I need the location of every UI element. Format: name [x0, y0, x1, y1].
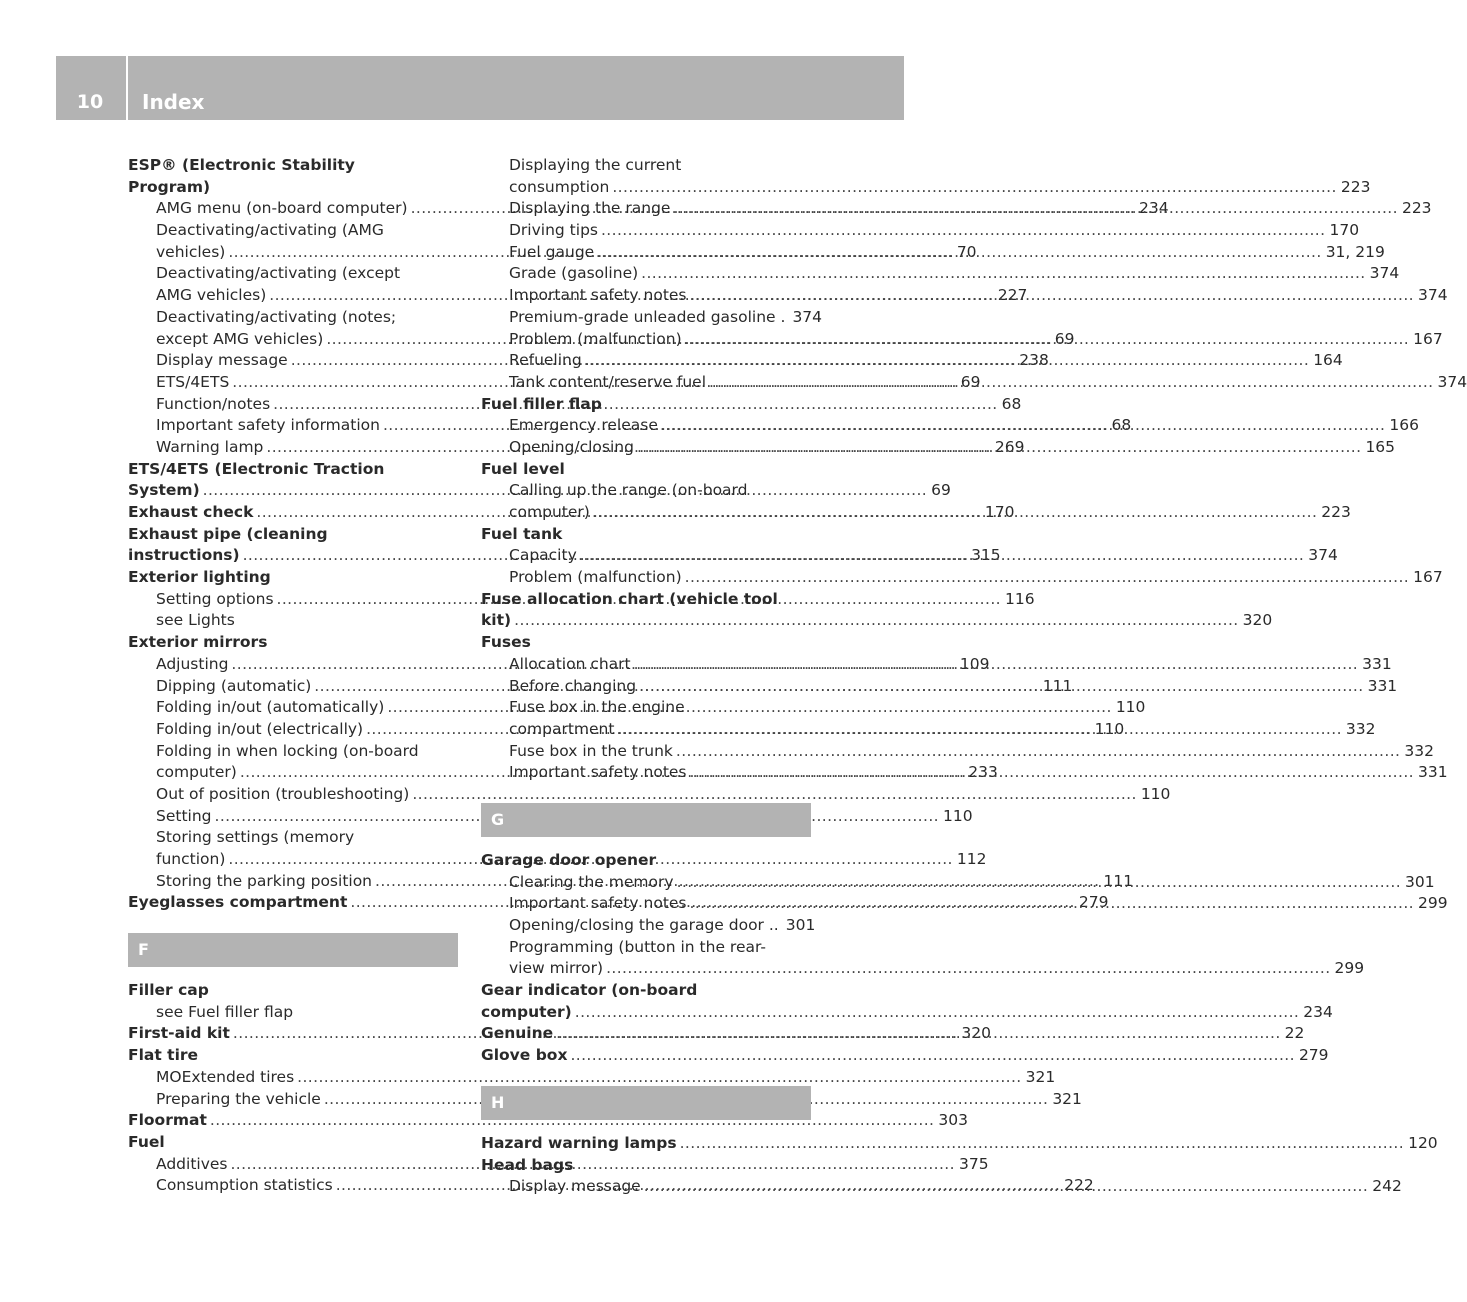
index-entry [128, 632, 458, 654]
dot-leader [682, 567, 1409, 589]
header-divider [126, 56, 128, 120]
page-reference[interactable]: 109 [959, 654, 990, 673]
dot-leader [634, 437, 1361, 459]
index-entry [481, 980, 811, 1002]
entry-label: Display message [509, 1177, 641, 1196]
page-reference[interactable]: 170 [984, 503, 1015, 521]
page-reference[interactable]: 68 [1111, 416, 1132, 435]
dot-leader [609, 177, 1336, 199]
index-entry [128, 524, 458, 546]
dot-leader [598, 220, 1325, 242]
page-reference[interactable]: 223 [1340, 177, 1371, 196]
entry-label: view mirror) [509, 959, 604, 978]
page-reference[interactable]: 331 [1367, 676, 1398, 695]
dot-leader [567, 1045, 1294, 1067]
page-reference[interactable]: 111 [1103, 871, 1134, 890]
page-reference[interactable]: 331 [1362, 654, 1392, 673]
entry-label: Important safety notes [509, 763, 687, 782]
page-reference[interactable]: 301 [1405, 872, 1435, 891]
page-reference[interactable]: 69 [960, 372, 981, 391]
page-reference[interactable]: 299 [1334, 959, 1365, 978]
entry-label: Driving tips [509, 221, 598, 240]
section-heading: H [481, 1086, 811, 1120]
entry-label: Display message [156, 351, 288, 370]
index-entry [481, 524, 811, 546]
entry-label: Calling up the range (on-board [509, 481, 748, 500]
page-reference[interactable]: 321 [1052, 1089, 1082, 1108]
index-subentry [128, 220, 458, 242]
index-subentry [128, 263, 458, 285]
entry-label: see Fuel filler flap [156, 1002, 294, 1021]
page-reference[interactable]: 69 [931, 481, 951, 500]
dot-leader [670, 198, 1397, 220]
page-reference[interactable]: 315 [971, 546, 1001, 565]
entry-label: Folding in/out (automatically) [156, 698, 385, 717]
entry-label: AMG vehicles) [156, 286, 267, 305]
entry-label: Storing settings (memory [156, 828, 355, 847]
page-reference[interactable]: 110 [1140, 784, 1171, 803]
index-entry [481, 459, 811, 481]
entry-label: Deactivating/activating (except [156, 264, 401, 283]
page-reference[interactable]: 110 [1094, 719, 1125, 738]
entry-label: Problem (malfunction) [509, 568, 682, 587]
entry-label: AMG menu (on-board computer) [156, 199, 408, 218]
page-reference[interactable]: 222 [1064, 1176, 1094, 1195]
index-subentry[interactable] [481, 220, 1360, 242]
index-subentry [481, 937, 811, 959]
page-reference[interactable]: 167 [1413, 568, 1443, 587]
page-reference[interactable]: 164 [1313, 351, 1343, 370]
entry-label: Flat tire [128, 1046, 199, 1065]
entry-label: Deactivating/activating (AMG [156, 221, 384, 240]
entry-label: Premium-grade unleaded gasoline . [509, 307, 786, 326]
dot-leader [687, 762, 1414, 784]
entry-label: Fuse box in the trunk [509, 741, 673, 760]
page-reference[interactable]: 22 [1284, 1024, 1305, 1043]
index-subentry[interactable] [481, 307, 823, 329]
entry-label: Displaying the range [509, 199, 671, 218]
page-reference[interactable]: 69 [1054, 329, 1075, 348]
page-reference[interactable]: 320 [961, 1024, 991, 1043]
entry-label: Tank content/reserve fuel [509, 372, 707, 391]
page-header [56, 56, 904, 120]
dot-leader [658, 415, 1385, 437]
index-subentry [481, 697, 811, 719]
entry-label: Fuel [128, 1132, 165, 1151]
entry-label: Fuel level [481, 459, 565, 478]
entry-label: Eyeglasses compartment [128, 893, 348, 912]
entry-label: Storing the parking position [156, 871, 373, 890]
entry-label: kit) [481, 611, 512, 630]
entry-label: Out of position (troubleshooting) [156, 784, 410, 803]
entry-label: Exterior lighting [128, 568, 271, 587]
entry-label: ESP® (Electronic Stability [128, 156, 355, 174]
entry-label: consumption [509, 177, 610, 196]
index-entry [128, 177, 458, 199]
entry-label: instructions) [128, 546, 240, 565]
index-entry [481, 632, 811, 654]
entry-label: Filler cap [128, 981, 209, 1000]
page-reference[interactable]: 331 [1418, 763, 1448, 782]
index-entry[interactable] [128, 1110, 968, 1132]
page-reference[interactable]: 70 [956, 242, 977, 261]
entry-label: Important safety information [156, 416, 380, 435]
page-reference[interactable]: 166 [1389, 416, 1419, 435]
page-reference[interactable]: 238 [1019, 351, 1049, 370]
index-subentry[interactable] [481, 958, 1365, 980]
entry-label: Folding in/out (electrically) [156, 719, 364, 738]
page-reference[interactable]: 269 [994, 437, 1025, 456]
index-entry [481, 1155, 811, 1177]
index-entry [128, 459, 458, 481]
dot-leader [511, 610, 1238, 632]
entry-label: Opening/closing [509, 437, 634, 456]
entry-label: vehicles) [156, 242, 226, 261]
index-entry [481, 394, 811, 416]
page-reference[interactable]: 374 [1418, 286, 1448, 305]
dot-leader [673, 741, 1400, 763]
entry-label: Setting [156, 806, 212, 825]
page-reference[interactable]: 374 [792, 307, 823, 326]
page-reference[interactable]: 116 [1005, 589, 1035, 608]
entry-label: compartment [509, 719, 615, 738]
index-entry [128, 980, 458, 1002]
entry-label: Exhaust check [128, 503, 254, 521]
entry-label: Before changing [509, 676, 637, 695]
entry-label: Adjusting [156, 654, 229, 673]
index-entry [128, 155, 458, 177]
entry-label: Folding in when locking (on-board [156, 741, 419, 760]
entry-label: Function/notes [156, 394, 271, 413]
entry-label: Capacity [509, 546, 577, 565]
dot-leader [636, 676, 1363, 698]
entry-label: Fuse box in the engine [509, 698, 685, 717]
entry-label: Fuses [481, 633, 531, 652]
dot-leader [677, 1133, 1404, 1155]
index-subentry[interactable] [128, 784, 1171, 806]
index-subentry [481, 155, 811, 177]
entry-label: computer) [156, 763, 237, 782]
page-title: Index [142, 90, 205, 114]
dot-leader [682, 329, 1409, 351]
dot-leader [638, 263, 1365, 285]
page-reference[interactable]: 374 [1369, 264, 1400, 283]
index-subentry [128, 307, 458, 329]
page-reference[interactable]: 303 [938, 1111, 968, 1130]
dot-leader [614, 719, 1341, 741]
index-entry [481, 850, 811, 872]
index-subentry[interactable] [481, 177, 1371, 199]
index-entry[interactable] [481, 1002, 1333, 1024]
page-reference[interactable]: 320 [1242, 611, 1273, 630]
page-reference[interactable]: 301 [785, 916, 816, 934]
entry-label: Grade (gasoline) [509, 264, 639, 283]
dot-leader [594, 242, 1321, 264]
index-subentry[interactable] [128, 1089, 1082, 1111]
page-reference[interactable]: 332 [1404, 741, 1434, 760]
index-entry [128, 1132, 458, 1154]
index-entry[interactable] [481, 1045, 1329, 1067]
entry-label: Refueling [509, 351, 582, 370]
index-subentry [128, 610, 458, 632]
dot-leader [674, 872, 1401, 894]
entry-label: Preparing the vehicle [156, 1089, 321, 1108]
page-reference[interactable]: 223 [1401, 199, 1432, 218]
entry-label: Problem (malfunction) [509, 329, 682, 348]
page-reference[interactable]: 279 [1298, 1046, 1329, 1065]
entry-label: ETS/4ETS [156, 372, 230, 391]
page-reference[interactable]: 375 [958, 1154, 989, 1173]
index-entry [128, 1045, 458, 1067]
index-subentry[interactable] [481, 741, 1434, 763]
entry-label: First-aid kit [128, 1024, 230, 1043]
index-subentry[interactable] [481, 915, 816, 937]
entry-label: Consumption statistics [156, 1176, 333, 1195]
dot-leader [553, 1023, 1280, 1045]
entry-label: Displaying the current [509, 156, 682, 174]
dot-leader [641, 1176, 1368, 1198]
page-reference[interactable]: 242 [1372, 1177, 1402, 1196]
page-reference[interactable]: 120 [1408, 1133, 1438, 1152]
entry-label: Garage door opener [481, 850, 657, 869]
page-reference[interactable]: 68 [1001, 394, 1022, 413]
page-reference[interactable]: 374 [1437, 372, 1467, 391]
entry-label: Glove box [481, 1046, 568, 1065]
entry-label: except AMG vehicles) [156, 329, 324, 348]
dot-leader [706, 372, 1433, 394]
entry-label: Floormat [128, 1111, 207, 1130]
entry-label: Exterior mirrors [128, 633, 268, 652]
dot-leader [590, 502, 1317, 524]
entry-label: Fuel tank [481, 524, 563, 543]
entry-label: Deactivating/activating (notes; [156, 307, 397, 326]
index-subentry [128, 1002, 458, 1024]
entry-label: System) [128, 481, 200, 500]
entry-label: computer) [509, 503, 590, 521]
entry-label: Gear indicator (on-board [481, 981, 698, 1000]
page-reference[interactable]: 170 [1329, 221, 1360, 240]
index-entry [128, 567, 458, 589]
section-heading: F [128, 933, 458, 967]
page-reference[interactable]: 110 [942, 806, 973, 825]
dot-leader [603, 958, 1330, 980]
index-subentry[interactable] [128, 1067, 1056, 1089]
page-number: 10 [76, 91, 104, 113]
page-reference[interactable]: 332 [1345, 719, 1376, 738]
page-reference[interactable]: 374 [1308, 546, 1338, 565]
entry-label: Clearing the memory [509, 872, 674, 891]
dot-leader [582, 350, 1309, 372]
entry-label: Hazard warning lamps [481, 1133, 677, 1152]
entry-label: Genuine [481, 1024, 554, 1043]
entry-label: MOExtended tires [156, 1067, 295, 1086]
entry-label: function) [156, 850, 226, 868]
index-subentry [128, 827, 458, 849]
entry-label: Opening/closing the garage door .. [509, 916, 779, 934]
entry-label: Emergency release [509, 416, 658, 435]
page-reference[interactable]: 110 [1115, 698, 1146, 717]
entry-label: Exhaust pipe (cleaning [128, 524, 328, 543]
index-subentry[interactable] [481, 567, 1443, 589]
page-reference[interactable]: 111 [1042, 676, 1073, 695]
entry-label: Dipping (automatic) [156, 676, 312, 695]
index-subentry [481, 480, 811, 502]
page-reference[interactable]: 112 [956, 850, 987, 868]
entry-label: Setting options [156, 589, 274, 608]
page-reference[interactable]: 227 [997, 286, 1028, 305]
dot-leader [577, 545, 1304, 567]
page-reference[interactable]: 165 [1365, 437, 1396, 456]
page-reference[interactable]: 31, 219 [1325, 242, 1385, 261]
entry-label: Fuel filler flap [481, 394, 602, 413]
entry-label: Important safety notes [509, 286, 687, 305]
entry-label: Important safety notes [509, 894, 687, 913]
index-subentry[interactable] [481, 263, 1400, 285]
entry-label: Fuel gauge [509, 242, 595, 261]
page-reference[interactable]: 234 [1139, 199, 1169, 218]
page-reference[interactable]: 223 [1321, 503, 1351, 521]
entry-label: Programming (button in the rear- [509, 937, 766, 956]
entry-label: Warning lamp [156, 437, 264, 456]
index-entry[interactable] [481, 1133, 1438, 1155]
page-reference[interactable]: 167 [1413, 329, 1443, 348]
page-reference[interactable]: 234 [1303, 1002, 1333, 1021]
section-heading: G [481, 803, 811, 837]
index-entry[interactable] [481, 610, 1273, 632]
entry-label: Head bags [481, 1155, 574, 1174]
index-subentry [128, 741, 458, 763]
entry-label: Fuse allocation chart (vehicle tool [481, 589, 778, 608]
page-reference[interactable]: 233 [968, 763, 998, 782]
page-reference[interactable]: 299 [1418, 894, 1448, 913]
entry-label: Allocation chart [509, 654, 631, 673]
index-entry [481, 589, 811, 611]
page-reference[interactable]: 321 [1025, 1067, 1056, 1086]
entry-label: see Lights [156, 611, 235, 630]
dot-leader [687, 893, 1414, 915]
entry-label: ETS/4ETS (Electronic Traction [128, 459, 385, 478]
dot-leader [572, 1002, 1299, 1024]
page-reference[interactable]: 279 [1078, 893, 1109, 912]
index-subentry[interactable] [128, 806, 973, 828]
dot-leader [631, 654, 1358, 676]
entry-label: Additives [156, 1154, 228, 1173]
entry-label: computer) [481, 1002, 572, 1021]
dot-leader [687, 285, 1414, 307]
entry-label: Program) [128, 177, 211, 196]
